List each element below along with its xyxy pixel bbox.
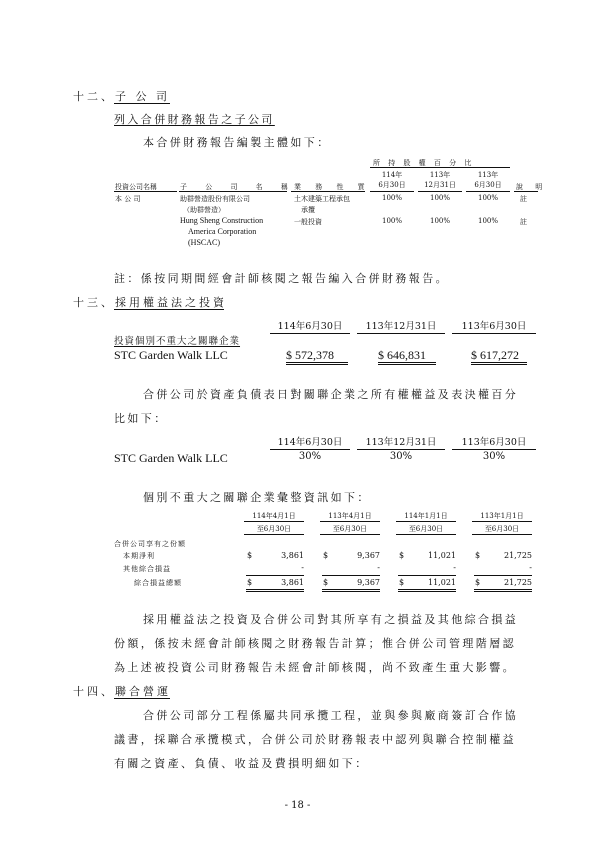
inv-row-label: 投資個別不重大之關聯企業 xyxy=(114,336,241,347)
inv-value-3: $ 617,272 xyxy=(471,348,519,362)
agg-row2-v4: - xyxy=(529,563,532,572)
agg-col2-b: 至6月30日 xyxy=(332,525,368,533)
agg-row1-cur4: $ xyxy=(475,551,481,560)
inv-entity: STC Garden Walk LLC xyxy=(114,348,228,362)
agg-row2-v3: - xyxy=(453,563,456,572)
col-business: 業 務 性 質 xyxy=(294,183,371,191)
sec14-para-line1: 合併公司部分工程係屬共同承攬工程，並與參與廠商簽訂合作協 xyxy=(143,709,519,722)
section-14-title: 十四、聯合營運 xyxy=(73,685,171,698)
row2-name-2: America Corporation xyxy=(188,227,257,236)
agg-row2-label: 其他綜合損益 xyxy=(123,565,171,573)
section-12-subtitle: 列入合併財務報告之子公司 xyxy=(114,113,275,126)
row1-name-abbr: （助群營造） xyxy=(183,206,225,214)
agg-row1-label: 本期淨利 xyxy=(123,552,155,560)
inv-col-2: 113年12月31日 xyxy=(365,321,437,332)
sec13-para2-line2: 份額，係按未經會計師核閱之財務報告計算；惟合併公司管理階層認 xyxy=(114,637,516,650)
agg-row3-v4: 21,725 xyxy=(504,578,532,587)
section-12-footnote: 註：係按同期間經會計師核閱之報告編入合併財務報告。 xyxy=(114,272,449,285)
row2-business: 一般投資 xyxy=(294,218,322,226)
sec14-para-line3: 有關之資產、負債、收益及費損明細如下： xyxy=(114,757,369,770)
sec13-para1b: 比如下： xyxy=(114,412,168,425)
agg-row3-cur3: $ xyxy=(399,578,405,587)
agg-row1-v2: 9,367 xyxy=(357,551,380,560)
col-p3-year: 113年 xyxy=(477,171,499,179)
pct-col-3: 113年6月30日 xyxy=(461,437,527,448)
row1-name: 助群營造股份有限公司 xyxy=(180,195,250,203)
section-12-title: 十二、子 公 司 xyxy=(73,90,170,103)
pct-header: 所 持 股 權 百 分 比 xyxy=(373,159,475,167)
agg-row2-v2: - xyxy=(377,563,380,572)
sec13-para2-line3: 為上述被投資公司財務報告未經會計師核閱，尚不致產生重大影響。 xyxy=(114,661,516,674)
col-investor: 投資公司名稱 xyxy=(115,183,157,191)
col-p3-date: 6月30日 xyxy=(474,181,502,189)
agg-row3-v1: 3,861 xyxy=(281,578,304,587)
agg-row3-v3: 11,021 xyxy=(428,578,456,587)
agg-row1-cur1: $ xyxy=(247,551,253,560)
agg-col4-a: 113年1月1日 xyxy=(480,512,524,520)
row2-name: Hung Sheng Construction xyxy=(180,216,264,225)
pct-col-1: 114年6月30日 xyxy=(277,437,343,448)
col-p1-year: 114年 xyxy=(381,171,403,179)
pct-value-3: 30% xyxy=(482,451,506,462)
agg-head: 合併公司享有之份額 xyxy=(114,540,186,548)
sec13-para2-line1: 採用權益法之投資及合併公司對其所享有之損益及其他綜合損益 xyxy=(143,613,519,626)
row1-p1: 100% xyxy=(381,194,402,202)
agg-col3-a: 114年1月1日 xyxy=(404,512,448,520)
inv-col-3: 113年6月30日 xyxy=(461,321,527,332)
agg-row3-cur1: $ xyxy=(247,578,253,587)
col-p2-date: 12月31日 xyxy=(424,181,456,189)
inv-value-1: $ 572,378 xyxy=(286,348,334,362)
row1-investor: 本 公 司 xyxy=(115,195,141,203)
col-subsidiary: 子 公 司 名 稱 xyxy=(180,183,296,191)
inv-col-1: 114年6月30日 xyxy=(277,321,343,332)
agg-row3-cur4: $ xyxy=(475,578,481,587)
agg-title: 個別不重大之關聯企業彙整資訊如下： xyxy=(143,491,371,504)
row2-p2: 100% xyxy=(429,217,450,225)
row2-name-abbr: (HSCAC) xyxy=(188,238,221,247)
pct-value-1: 30% xyxy=(298,451,322,462)
agg-col1-a: 114年4月1日 xyxy=(252,512,296,520)
section-12-intro: 本合併財務報告編製主體如下： xyxy=(143,136,331,149)
agg-row2-v1: - xyxy=(301,563,304,572)
agg-col2-a: 113年4月1日 xyxy=(328,512,372,520)
row1-p3: 100% xyxy=(477,194,498,202)
row1-note: 註 xyxy=(520,195,527,203)
sec14-para-line2: 議書，採聯合承攬模式，合併公司於財務報表中認列與聯合控制權益 xyxy=(114,733,516,746)
section-13-title: 十三、採用權益法之投資 xyxy=(73,296,227,309)
row2-p3: 100% xyxy=(477,217,498,225)
pct-value-2: 30% xyxy=(389,451,413,462)
inv-value-2: $ 646,831 xyxy=(378,348,426,362)
pct-col-2: 113年12月31日 xyxy=(365,437,437,448)
col-note: 說 明 xyxy=(516,183,548,191)
agg-col1-b: 至6月30日 xyxy=(256,525,292,533)
col-p1-date: 6月30日 xyxy=(378,181,406,189)
agg-col3-b: 至6月30日 xyxy=(408,525,444,533)
agg-col4-b: 至6月30日 xyxy=(484,525,520,533)
agg-row1-v4: 21,725 xyxy=(504,551,532,560)
row1-p2: 100% xyxy=(429,194,450,202)
agg-row1-cur2: $ xyxy=(323,551,329,560)
agg-row3-cur2: $ xyxy=(323,578,329,587)
page-number: - 18 - xyxy=(284,800,311,811)
agg-row1-cur3: $ xyxy=(399,551,405,560)
agg-row1-v3: 11,021 xyxy=(428,551,456,560)
agg-row3-v2: 9,367 xyxy=(357,578,380,587)
agg-row3-label: 綜合損益總額 xyxy=(134,579,182,587)
agg-row1-v1: 3,861 xyxy=(281,551,304,560)
sec13-para1: 合併公司於資產負債表日對關聯企業之所有權權益及表決權百分 xyxy=(143,388,519,401)
row2-p1: 100% xyxy=(381,217,402,225)
row2-note: 註 xyxy=(520,218,527,226)
pct-entity: STC Garden Walk LLC xyxy=(114,451,228,465)
row1-business: 土木建築工程承包 xyxy=(294,195,350,203)
row1-business-2: 承攬 xyxy=(301,206,315,214)
col-p2-year: 113年 xyxy=(429,171,451,179)
